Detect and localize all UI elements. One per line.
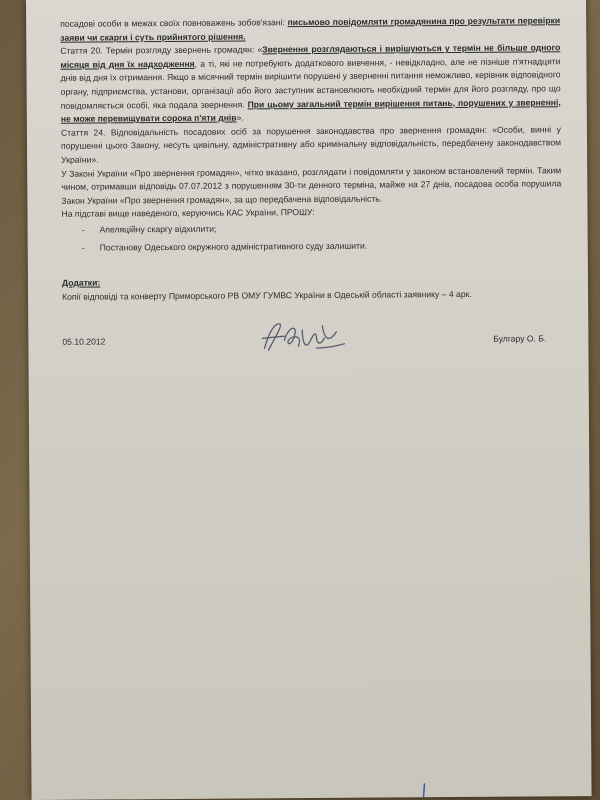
paragraph-article-20 <box>60 41 561 126</box>
paragraph-law-violation: У Законі України «Про звернення громадян», чітко вказано, розглядати і повідомляти у законом встановлений термін. Таким чином, отримавши відповідь 07.07.2012 з порушенням 30-ти денного терміна, майже на 27 днів, посадова особа порушила Закон України «Про звернення громадян», за що передбачена відповідальність. <box>61 164 562 206</box>
document-body <box>60 14 562 366</box>
request-item <box>82 220 562 237</box>
bullet-marker: - <box>81 242 85 253</box>
obligations-emphasis: письмово повідомляти громадянина про результати перевірки заяви чи скарги і суть прийнятого рішення. <box>60 15 561 43</box>
request-item <box>82 238 562 255</box>
article-20-body: , а ті, які не потребують додаткового вивчення, - невідкладно, але не пізніше п'ятнадцяти днів від дня їх отримання. Якщо в місячний термін вирішити порушені у зверненні питання неможливо, керівник відповідного органу, підприємства, установи, організації або його заступник встановлюють необхідний термін для його розгляду, про що повідомляється особі, яка подала звернення. <box>60 56 561 111</box>
request-list <box>62 220 562 255</box>
document-page <box>26 0 592 800</box>
annex-title: Додатки: <box>61 277 101 288</box>
signature-row <box>62 323 562 366</box>
signer-name: Булгару О. Б. <box>493 333 547 345</box>
obligations-text: посадові особи в межах своїх повноважень зобов'язані: <box>60 17 288 29</box>
paragraph-article-24: Стаття 24. Відповідальність посадових осіб за порушення законодавства про звернення громадян: «Особи, винні у порушенні цього Закону, несуть цивільну, адміністративну або кримінальну відповідальність, передбачену законодавством України». <box>60 124 562 165</box>
annex-text: Копії відповіді та конверту Приморського РВ ОМУ ГУМВС України в Одеській області заявнику – 4 арк. <box>62 288 472 302</box>
handwritten-signature <box>258 318 348 359</box>
paragraph-obligations <box>60 14 560 45</box>
article-20-lead: Стаття 20. Термін розгляду звернень громадян: « <box>60 44 263 56</box>
document-date: 05.10.2012 <box>62 336 106 348</box>
article-20-close: ». <box>236 112 244 123</box>
paragraph-request-intro: На підставі вище наведеного, керуючись КАС України, ПРОШУ: <box>61 207 315 220</box>
pen-mark <box>419 783 429 797</box>
request-item-text: Постанову Одеського окружного адміністративного суду залишити. <box>99 240 368 252</box>
article-20-max-term-emphasis: При цьому загальний термін вирішення питань, порушених у зверненні, не може перевищувати сорока п'яти днів <box>60 96 561 124</box>
article-20-term-emphasis: Звернення розглядаються і вирішуються у термін не більше одного місяця від дня їх надходження <box>60 42 561 70</box>
request-item-text: Апеляційну скаргу відхилити; <box>99 223 217 235</box>
bullet-marker: - <box>81 224 85 235</box>
